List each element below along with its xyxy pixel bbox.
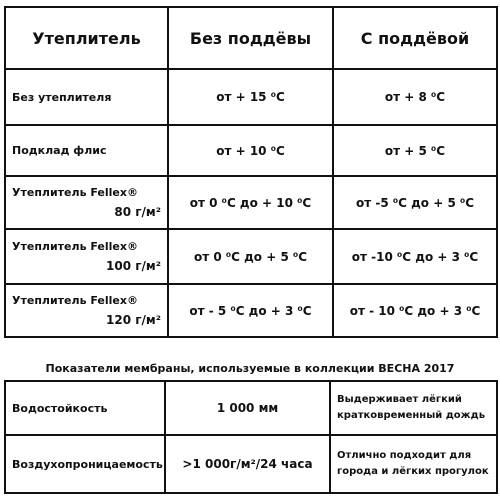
value-without: от + 15 ⁰С [168,69,333,125]
membrane-property: Воздухопроницаемость [5,435,165,493]
value-without: от 0 ⁰С до + 5 ⁰С [168,229,333,284]
table-row [5,381,497,435]
membrane-property: Водостойкость [5,381,165,435]
membrane-value: >1 000г/м²/24 часа [165,435,330,493]
row-density: 80 г/м² [114,205,161,219]
value-with: от -5 ⁰С до + 5 ⁰С [333,176,497,229]
table-row [5,176,497,229]
header-without-underlayer: Без поддёвы [168,7,333,69]
membrane-table [4,380,498,494]
value-with: от -10 ⁰С до + 3 ⁰С [333,229,497,284]
membrane-value: 1 000 мм [165,381,330,435]
table-row [5,69,497,125]
value-with: от + 8 ⁰С [333,69,497,125]
table-header-row [5,7,497,69]
value-without: от - 5 ⁰С до + 3 ⁰С [168,284,333,337]
table-row [5,229,497,284]
header-insulation: Утеплитель [5,7,168,69]
table-row [5,284,497,337]
membrane-note: Отлично подходит для города и лёгких прогулок [330,435,497,493]
membrane-note: Выдерживает лёгкий кратковременный дождь [330,381,497,435]
row-label: Утеплитель Fellex® [12,294,138,307]
header-with-underlayer: С поддёвой [333,7,497,69]
value-without: от + 10 ⁰С [168,125,333,176]
row-label: Утеплитель Fellex® [12,240,138,253]
row-label: Подклад флис [5,125,168,176]
value-with: от - 10 ⁰С до + 3 ⁰С [333,284,497,337]
row-density: 100 г/м² [106,259,161,273]
value-without: от 0 ⁰С до + 10 ⁰С [168,176,333,229]
table-row [5,125,497,176]
table-row [5,435,497,493]
row-density: 120 г/м² [106,313,161,327]
row-label: Без утеплителя [5,69,168,125]
value-with: от + 5 ⁰С [333,125,497,176]
row-label: Утеплитель Fellex® [12,186,138,199]
row-label-cell [5,284,168,337]
membrane-caption: Показатели мембраны, используемые в коллекции ВЕСНА 2017 [45,362,455,375]
row-label-cell [5,176,168,229]
row-label-cell [5,229,168,284]
insulation-temperature-table [4,6,498,338]
